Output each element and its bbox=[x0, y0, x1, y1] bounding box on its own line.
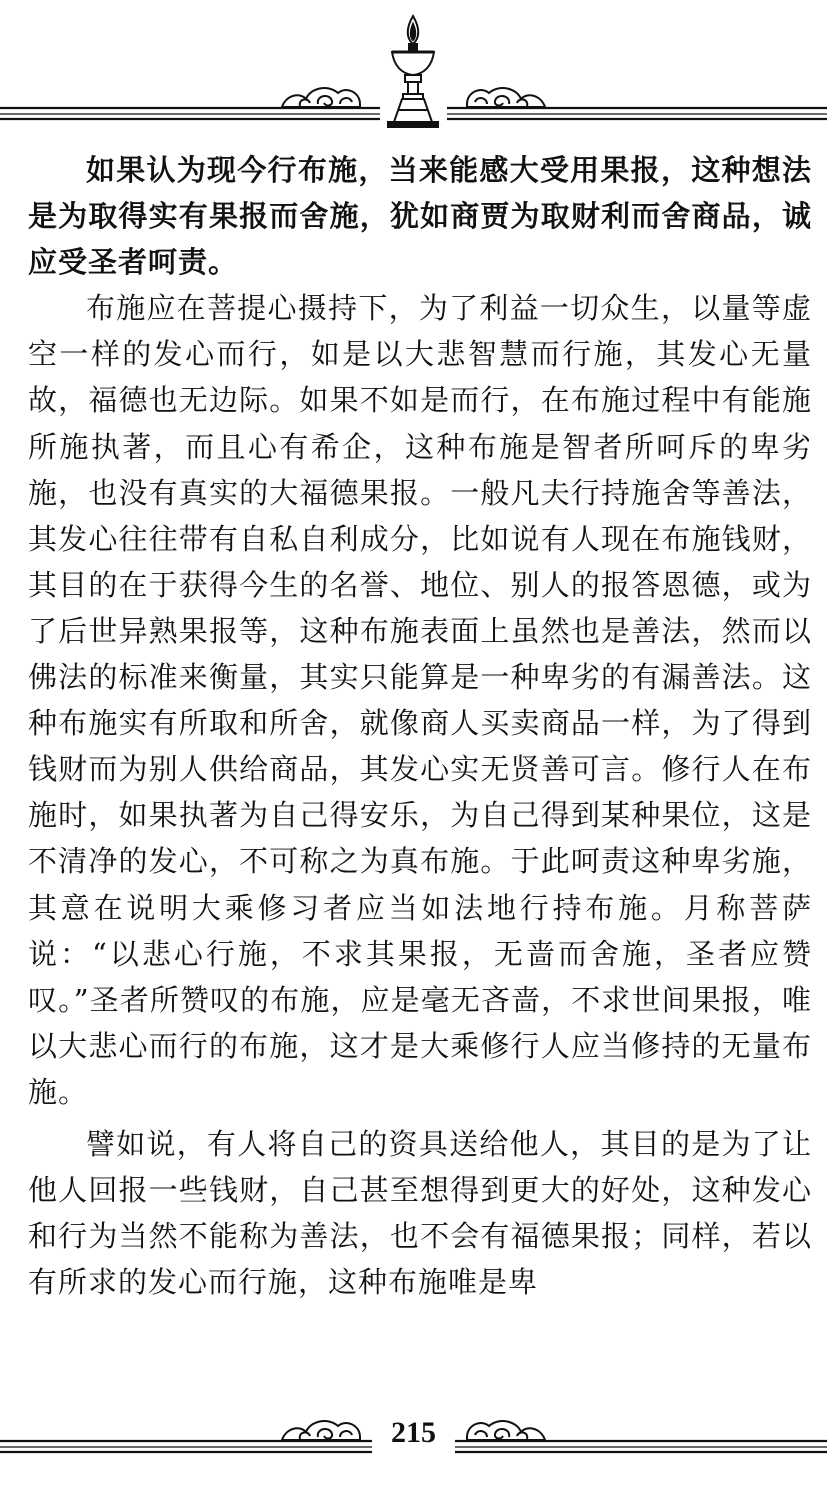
cloud-scroll-icon bbox=[282, 88, 360, 107]
paragraph-1: 如果认为现今行布施，当来能感大受用果报，这种想法是为取得实有果报而舍施，犹如商贾为取财利而舍商品，诚应受圣者呵责。 bbox=[28, 153, 812, 280]
cloud-scroll-icon bbox=[467, 88, 545, 107]
header-ornament bbox=[0, 0, 827, 150]
page-number: 215 bbox=[391, 1416, 436, 1449]
paragraph-3: 譬如说，有人将自己的资具送给他人，其目的是为了让他人回报一些钱财，自己甚至想得到更大的好处，这种发心和行为当然不能称为善法，也不会有福德果报；同样，若以有所求的发心而行施，这种布施唯是卑 bbox=[28, 1126, 812, 1300]
body-text bbox=[28, 147, 812, 1305]
butter-lamp-icon bbox=[388, 16, 438, 127]
header-rule-right bbox=[447, 108, 827, 119]
paragraph-2: 布施应在菩提心摄持下，为了利益一切众生，以量等虚空一样的发心而行，如是以大悲智慧而行施，其发心无量故，福德也无边际。如果不如是而行，在布施过程中有能施所施执著，而且心有希企，这种布施是智者所呵斥的卑劣施，也没有真实的大福德果报。一般凡夫行持施舍等善法，其发心往往带有自私自利成分，比如说有人现在布施钱财，其目的在于获得今生的名誉、地位、别人的报答恩德，或为了后世异熟果报等，这种布施表面上虽然也是善法，然而以佛法的标准来衡量，其实只能算是一种卑劣的有漏善法。这种布施实有所取和所舍，就像商人买卖商品一样，为了得到钱财而为别人供给商品，其发心实无贤善可言。修行人在布施时，如果执著为自己得安乐，为自己得到某种果位，这是不清净的发心，不可称之为真布施。于此呵责这种卑劣施，其意在说明大乘修习者应当如法地行持布施。月称菩萨说：“以悲心行施，不求其果报，无啬而舍施，圣者应赞叹。”圣者所赞叹的布施，应是毫无吝啬，不求世间果报，唯以大悲心而行的布施，这才是大乘修行人应当修持的无量布施。 bbox=[28, 291, 812, 1109]
header-rule-left bbox=[0, 108, 380, 119]
